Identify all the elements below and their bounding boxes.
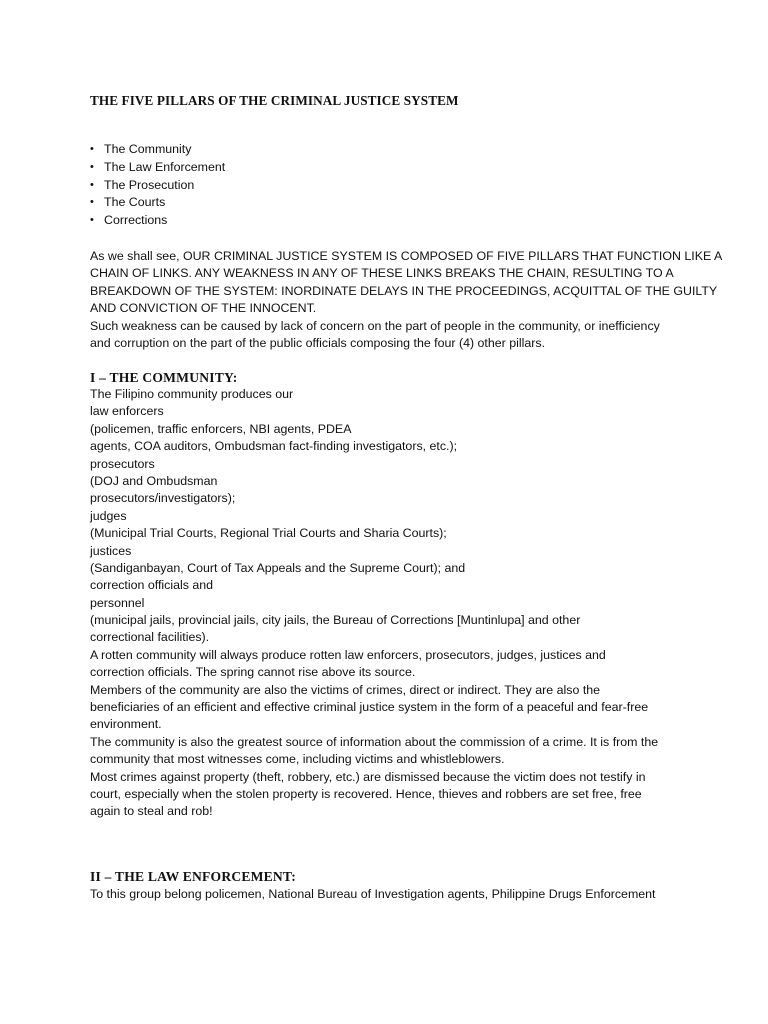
text-line: To this group belong policemen, National Bureau of Investigation agents, Philippine Drugs Enforcement (90, 887, 656, 901)
text-line: AND CONVICTION OF THE INNOCENT. (90, 301, 317, 316)
list-item (90, 194, 225, 212)
pillar-label: The Courts (104, 195, 166, 210)
text-line: prosecutors/investigators); (90, 491, 236, 506)
text-line: correction officials and (90, 578, 214, 593)
text-line: The community is also the greatest source of information about the commission of a crime. It is from the (90, 734, 659, 749)
text-line: personnel (90, 595, 145, 610)
text-line: A rotten community will always produce rotten law enforcers, prosecutors, judges, justices and (90, 647, 606, 662)
pillar-label: The Prosecution (104, 177, 195, 192)
text-line: prosecutors (90, 456, 155, 471)
text-line: (policemen, traffic enforcers, NBI agents, PDEA (90, 421, 352, 436)
community-section-body (90, 386, 690, 821)
pillar-list (90, 141, 225, 230)
text-line: law enforcers (90, 404, 164, 419)
text-line: community that most witnesses come, including victims and whistleblowers. (90, 752, 505, 767)
text-line: (Sandiganbayan, Court of Tax Appeals and the Supreme Court); and (90, 560, 466, 575)
text-line: court, especially when the stolen property is recovered. Hence, thieves and robbers are set free, free (90, 786, 642, 801)
section-heading-community: I – THE COMMUNITY: (90, 370, 238, 385)
text-line: The Filipino community produces our (90, 387, 294, 401)
text-line: correction officials. The spring cannot rise above its source. (90, 665, 416, 680)
list-item (90, 212, 225, 230)
text-line: again to steal and rob! (90, 804, 213, 819)
text-line: (Municipal Trial Courts, Regional Trial Courts and Sharia Courts); (90, 526, 447, 541)
bullet-icon: • (90, 178, 94, 191)
list-item (90, 159, 225, 177)
law-enforcement-section-body (90, 886, 690, 903)
pillar-label: The Law Enforcement (104, 159, 226, 174)
text-line: justices (90, 543, 132, 558)
text-line: CHAIN OF LINKS. ANY WEAKNESS IN ANY OF THESE LINKS BREAKS THE CHAIN, RESULTING TO A (90, 266, 674, 281)
section-heading-law-enforcement: II – THE LAW ENFORCEMENT: (90, 869, 296, 884)
text-line: BREAKDOWN OF THE SYSTEM: INORDINATE DELAYS IN THE PROCEEDINGS, ACQUITTAL OF THE GUILTY (90, 283, 718, 298)
bullet-icon: • (90, 196, 94, 209)
list-item (90, 177, 225, 195)
bullet-icon: • (90, 214, 94, 227)
text-line: Such weakness can be caused by lack of concern on the part of people in the community, or inefficiency (90, 318, 660, 333)
text-line: judges (90, 508, 127, 523)
text-line: (municipal jails, provincial jails, city jails, the Bureau of Corrections [Muntinlupa] and other (90, 613, 581, 628)
text-line: Members of the community are also the victims of crimes, direct or indirect. They are also the (90, 682, 601, 697)
text-line: (DOJ and Ombudsman (90, 473, 218, 488)
pillar-label: The Community (104, 142, 192, 156)
text-line: environment. (90, 717, 162, 732)
list-item (90, 141, 225, 159)
pillar-label: Corrections (104, 213, 168, 228)
text-line: agents, COA auditors, Ombudsman fact-finding investigators, etc.); (90, 439, 458, 454)
intro-paragraph (90, 248, 723, 352)
bullet-icon: • (90, 160, 94, 173)
text-line: As we shall see, OUR CRIMINAL JUSTICE SYSTEM IS COMPOSED OF FIVE PILLARS THAT FUNCTION LIKE A (90, 249, 723, 263)
bullet-icon: • (90, 143, 94, 155)
text-line: and corruption on the part of the public officials composing the four (4) other pillars. (90, 335, 546, 350)
document-title: THE FIVE PILLARS OF THE CRIMINAL JUSTICE SYSTEM (90, 93, 459, 108)
text-line: Most crimes against property (theft, robbery, etc.) are dismissed because the victim does not testify in (90, 769, 646, 784)
text-line: beneficiaries of an efficient and effective criminal justice system in the form of a peaceful and fear-free (90, 700, 649, 715)
text-line: correctional facilities). (90, 630, 210, 645)
